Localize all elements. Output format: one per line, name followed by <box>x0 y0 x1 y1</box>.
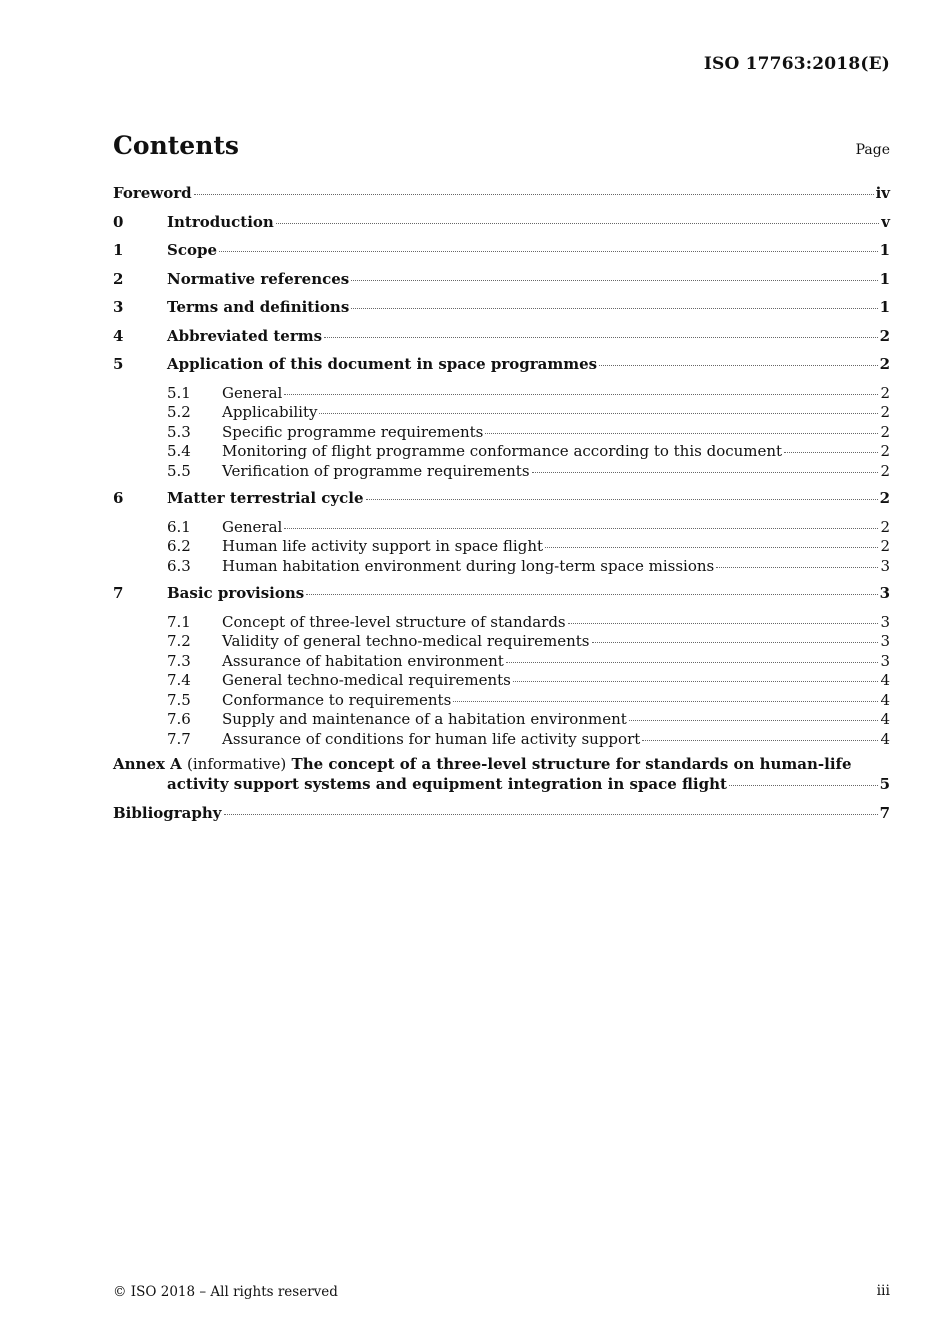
toc-number: 5.5 <box>167 461 191 480</box>
dot-leader <box>532 472 879 473</box>
toc-subentry-7-2[interactable] <box>113 632 890 652</box>
toc-page: 3 <box>880 612 890 631</box>
toc-page: 5 <box>879 775 890 793</box>
toc-number: 6 <box>113 489 124 507</box>
toc-title: General <box>222 383 283 402</box>
toc-number: 1 <box>113 241 124 259</box>
dot-leader <box>716 567 878 568</box>
dot-leader <box>276 223 879 224</box>
toc-page: 3 <box>880 556 890 575</box>
toc-title: Scope <box>167 241 218 259</box>
toc-number: 7.3 <box>167 651 191 670</box>
toc-entry-basic-provisions[interactable] <box>113 584 890 613</box>
toc-number: 0 <box>113 212 124 231</box>
toc-entry-matter-terrestrial-cycle[interactable] <box>113 489 890 518</box>
toc-title: Verification of programme requirements <box>222 461 530 480</box>
toc-number: 7.2 <box>167 632 191 650</box>
toc-number: 2 <box>113 269 124 288</box>
toc-entry-annex-a[interactable] <box>113 755 890 802</box>
toc-number: 7 <box>113 584 124 602</box>
toc-entry-foreword[interactable] <box>113 184 890 213</box>
dot-leader <box>784 452 878 453</box>
toc-page: 4 <box>880 671 890 689</box>
dot-leader <box>485 433 878 434</box>
toc-page: 2 <box>880 383 890 402</box>
toc-title: Specific programme requirements <box>222 422 484 441</box>
toc-title: Terms and definitions <box>167 298 350 316</box>
dot-leader <box>284 394 878 395</box>
toc-entry-abbreviated-terms[interactable] <box>113 327 890 356</box>
toc-number: 5 <box>113 355 124 373</box>
toc-page: 2 <box>880 517 890 536</box>
annex-title-line2: activity support systems and equipment integration in space flight <box>167 775 727 793</box>
document-id: ISO 17763:2018(E) <box>703 54 890 74</box>
toc-page: 1 <box>879 269 890 288</box>
toc-page: 7 <box>879 804 890 822</box>
toc-subentry-7-1[interactable] <box>113 613 890 633</box>
toc-entry-normative-references[interactable] <box>113 270 890 299</box>
dot-leader <box>513 681 879 682</box>
dot-leader <box>506 662 879 663</box>
toc-subentry-5-4[interactable] <box>113 442 890 462</box>
toc-subentry-5-3[interactable] <box>113 423 890 443</box>
toc-title: Assurance of habitation environment <box>222 651 504 670</box>
toc-page: 2 <box>880 422 890 441</box>
toc-number: 6.2 <box>167 537 191 555</box>
dot-leader <box>642 740 878 741</box>
toc-title: Supply and maintenance of a habitation environment <box>222 710 627 728</box>
toc-title: Matter terrestrial cycle <box>167 489 364 507</box>
annex-label: Annex A <box>113 755 182 773</box>
annex-heading-line <box>113 755 890 775</box>
dot-leader <box>194 194 874 195</box>
toc-title: Monitoring of flight programme conformance according to this document <box>222 442 783 460</box>
toc-subentry-7-3[interactable] <box>113 652 890 672</box>
toc-page: 2 <box>880 461 890 480</box>
toc-subentry-7-6[interactable] <box>113 710 890 730</box>
toc-page: 4 <box>880 710 890 728</box>
toc-subentry-5-1[interactable] <box>113 384 890 404</box>
toc-page: 3 <box>880 632 890 650</box>
toc-entry-terms-and-definitions[interactable] <box>113 298 890 327</box>
toc-title: Concept of three-level structure of standards <box>222 612 566 631</box>
toc-page: iv <box>875 184 890 202</box>
toc-subentry-5-2[interactable] <box>113 403 890 423</box>
toc-title: Human habitation environment during long-term space missions <box>222 556 715 575</box>
toc-number: 7.4 <box>167 671 191 689</box>
toc-page: 4 <box>880 690 890 709</box>
toc-entry-scope[interactable] <box>113 241 890 270</box>
dot-leader <box>224 814 878 815</box>
toc-title: Basic provisions <box>167 584 305 602</box>
toc-number: 5.1 <box>167 383 191 402</box>
toc-title: Assurance of conditions for human life activity support <box>222 729 641 748</box>
toc-subentry-6-2[interactable] <box>113 537 890 557</box>
toc-page: 2 <box>880 403 890 421</box>
dot-leader <box>351 280 877 281</box>
toc-title: Introduction <box>167 212 274 231</box>
dot-leader <box>351 308 877 309</box>
dot-leader <box>599 365 877 366</box>
toc-title: Normative references <box>167 269 350 288</box>
annex-qualifier: (informative) <box>187 755 287 773</box>
toc-number: 6.3 <box>167 556 191 575</box>
dot-leader <box>284 528 878 529</box>
toc-page: 2 <box>880 537 890 555</box>
dot-leader <box>324 337 877 338</box>
toc-number: 5.4 <box>167 442 191 460</box>
toc-subentry-6-1[interactable] <box>113 518 890 538</box>
toc-subentry-5-5[interactable] <box>113 462 890 482</box>
toc-subentry-7-4[interactable] <box>113 671 890 691</box>
toc-title: Abbreviated terms <box>167 326 323 345</box>
annex-title-line1: The concept of a three-level structure for standards on human-life <box>291 755 852 773</box>
dot-leader <box>545 547 878 548</box>
footer-page-number: iii <box>876 1283 890 1299</box>
toc-number: 5.2 <box>167 403 191 421</box>
toc-title: General <box>222 517 283 536</box>
page-title: Contents <box>113 131 240 160</box>
dot-leader <box>568 623 879 624</box>
toc-title: Conformance to requirements <box>222 690 452 709</box>
toc-page: 3 <box>880 651 890 670</box>
dot-leader <box>453 701 878 702</box>
footer-copyright: © ISO 2018 – All rights reserved <box>113 1284 338 1300</box>
toc-subentry-7-5[interactable] <box>113 691 890 711</box>
toc-title: Application of this document in space programmes <box>167 355 598 373</box>
toc-page: 2 <box>879 355 890 373</box>
toc-number: 4 <box>113 326 124 345</box>
dot-leader <box>219 251 878 252</box>
toc-title: Foreword <box>113 184 192 202</box>
table-of-contents <box>113 184 890 833</box>
toc-subentry-6-3[interactable] <box>113 557 890 577</box>
toc-subentry-7-7[interactable] <box>113 730 890 750</box>
toc-entry-bibliography[interactable] <box>113 804 890 833</box>
toc-page: 1 <box>879 298 890 316</box>
toc-number: 7.7 <box>167 729 191 748</box>
toc-title: Bibliography <box>113 804 222 822</box>
toc-number: 7.5 <box>167 690 191 709</box>
toc-title: General techno-medical requirements <box>222 671 511 689</box>
dot-leader <box>729 785 878 786</box>
toc-page: v <box>881 212 890 231</box>
toc-page: 3 <box>879 584 890 602</box>
dot-leader <box>592 642 879 643</box>
toc-page: 1 <box>879 241 890 259</box>
toc-entry-introduction[interactable] <box>113 213 890 242</box>
toc-number: 7.6 <box>167 710 191 728</box>
dot-leader <box>366 499 878 500</box>
toc-number: 5.3 <box>167 422 191 441</box>
toc-page: 2 <box>880 442 890 460</box>
annex-title-continuation <box>113 775 890 802</box>
toc-number: 6.1 <box>167 517 191 536</box>
dot-leader <box>319 413 878 414</box>
toc-number: 7.1 <box>167 612 191 631</box>
toc-page: 2 <box>879 326 890 345</box>
page-column-label: Page <box>855 142 890 158</box>
dot-leader <box>306 594 877 595</box>
toc-title: Validity of general techno-medical requirements <box>222 632 590 650</box>
toc-page: 2 <box>879 489 890 507</box>
toc-title: Applicability <box>222 403 318 421</box>
toc-number: 3 <box>113 298 124 316</box>
dot-leader <box>629 720 879 721</box>
toc-entry-application[interactable] <box>113 355 890 384</box>
toc-title: Human life activity support in space flight <box>222 537 544 555</box>
toc-page: 4 <box>880 729 890 748</box>
